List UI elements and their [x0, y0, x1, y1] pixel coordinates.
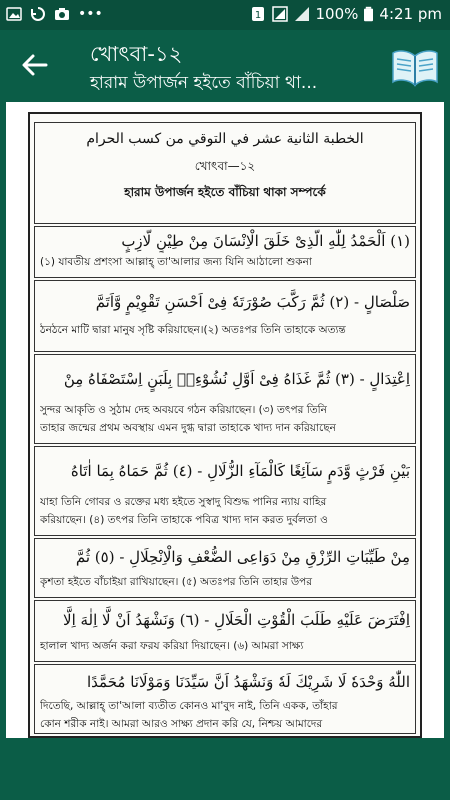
app-bar — [0, 30, 450, 100]
cell-signal-icon — [294, 6, 310, 22]
bangla-line: কোন শরীক নাই। আমরা আরও সাক্ষ্য প্রদান করি যে, নিশ্চয় আমাদের — [40, 718, 323, 730]
battery-percent: 100% — [315, 5, 359, 23]
text-block-2 — [34, 280, 416, 352]
open-book-icon[interactable] — [390, 42, 440, 92]
text-block-6 — [34, 600, 416, 662]
bottom-area — [0, 738, 450, 800]
svg-text:1: 1 — [254, 10, 261, 21]
text-block-5 — [34, 538, 416, 598]
sim-icon — [250, 6, 266, 22]
back-arrow-icon[interactable] — [20, 50, 50, 80]
bangla-line: হালাল খাদ্য অর্জন করা ফরয করিয়া দিয়াছেন। (৬) আমরা সাক্ষ্য — [40, 640, 304, 652]
bangla-line: যাহা তিনি গোবর ও রক্তের মধ্য হইতে সুস্বাদু বিশুদ্ধ পানির ন্যায় বাহির — [40, 496, 327, 508]
bangla-line: ঠনঠনে মাটি দ্বারা মানুষ সৃষ্টি করিয়াছেন।(২) অতঃপর তিনি তাহাকে অত্যন্ত — [40, 324, 346, 336]
text-block-3 — [34, 354, 416, 444]
scanned-page — [28, 112, 422, 738]
bangla-line: দিতেছি, আল্লাহ্ তা'আলা ব্যতীত কোনও মা'বুদ নাই, তিনি একক, তাঁহার — [40, 700, 338, 712]
bangla-line: সুন্দর আকৃতি ও সুঠাম দেহ অবয়বে গঠন করিয়াছেন। (৩) তৎপর তিনি — [40, 404, 327, 416]
text-block-4 — [34, 446, 416, 536]
bangla-line: করিয়াছেন। (৪) তৎপর তিনি তাহাকে পবিত্র খাদ্য দান করত দুর্বলতা ও — [40, 514, 328, 526]
page-title: খোৎবা-১২ — [90, 42, 183, 66]
bangla-line: কৃশতা হইতে বাঁচাইয়া রাখিয়াছেন। (৫) অতঃপর তিনি তাহার উপর — [40, 576, 313, 588]
camera-notification-icon — [54, 6, 70, 22]
bangla-line: (১) যাবতীয় প্রশংসা আল্লাহ্ তা'আলার জন্য যিনি আঠালো শুকনা — [40, 256, 312, 268]
image-notification-icon — [6, 6, 22, 22]
header-number: খোৎবা—১২ — [194, 159, 256, 173]
clock: 4:21 pm — [379, 5, 442, 23]
arabic-line: اِفْتَرَضَ عَلَيْهِ طَلَبَ الْقُوْتِ الْحَلَالِ - (٦) وَنَشْهَدُ اَنْ لَّا اِلٰهَ اِلَّا — [63, 611, 410, 629]
bangla-line: তাহার জন্মের প্রথম অবস্থায় এমন দুগ্ধ দ্বারা তাহাকে খাদ্য দান করিয়াছেন — [40, 422, 336, 434]
content-area[interactable] — [6, 102, 444, 738]
system-icons — [250, 5, 442, 23]
arabic-line: اللّٰهُ وَحْدَهٗ لَا شَرِيْكَ لَهٗ وَنَشْهَدُ اَنَّ سَيِّدَنَا وَمَوْلَانَا مُحَمَّدًا — [87, 673, 410, 691]
signal-box-icon — [272, 6, 288, 22]
text-block-1 — [34, 226, 416, 278]
more-notifications-icon: ••• — [78, 6, 103, 22]
text-block-7 — [34, 664, 416, 734]
page-subtitle: হারাম উপার্জন হইতে বাঁচিয়া থা... — [90, 73, 318, 93]
arabic-line: (١) اَلْحَمْدُ لِلّٰهِ الَّذِىْ خَلَقَ الْاِنْسَانَ مِنْ طِيْنٍ لَّازِبٍ — [121, 232, 410, 250]
notification-icons — [6, 6, 103, 22]
header-block — [34, 122, 416, 224]
header-topic: হারাম উপার্জন হইতে বাঁচিয়া থাকা সম্পর্কে — [124, 185, 326, 199]
arabic-line: اِعْتِدَالٍ - (٣) ثُمَّ غَذَاهُ فِىْ اَوَّلِ نُشُوْءِهٖ بِلَبَنٍ اِسْتَصْفَاهُ مِنْ — [63, 370, 410, 388]
header-arabic: الخطبة الثانية عشر في التوقي من كسب الحرام — [86, 131, 364, 147]
arabic-line: مِنْ طَيِّبَاتِ الرِّزْقِ مِنْ دَوَاعِى الضُّعْفِ وَالْاِنْحِلَالِ - (٥) ثُمَّ — [75, 548, 410, 566]
arabic-line: صَلْصَالٍ - (٢) ثُمَّ رَكَّبَ صُوْرَتَهٗ فِىْ اَحْسَنِ تَقْوِيْمٍ وَّاَتَمَّ — [95, 293, 410, 311]
status-bar — [0, 0, 450, 30]
sync-notification-icon — [30, 6, 46, 22]
arabic-line: بَيْنِ فَرْثٍ وَّدَمٍ سَآئِغًا كَالْمَآءِ الزُّلَالِ - (٤) ثُمَّ حَمَاهُ بِمَا اٰتَاهُ — [70, 462, 410, 480]
battery-icon — [364, 6, 373, 22]
